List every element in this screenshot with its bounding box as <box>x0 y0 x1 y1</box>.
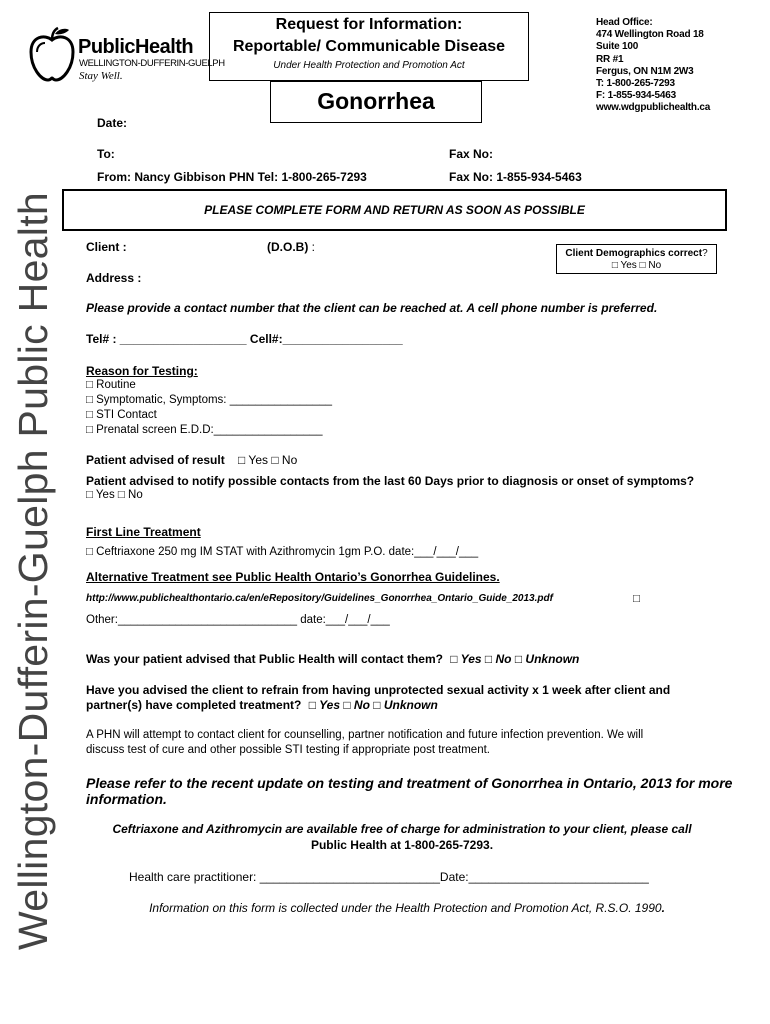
office-line: Suite 100 <box>596 41 639 53</box>
refrain-row <box>86 698 438 712</box>
banner-text: PLEASE COMPLETE FORM AND RETURN AS SOON AS POSSIBLE <box>204 203 585 217</box>
guideline-checkbox[interactable]: □ <box>633 593 640 605</box>
guideline-url-link[interactable]: http://www.publichealthontario.ca/en/eRepository/Guidelines_Gonorrhea_Ontario_Guide_2013.pdf <box>86 593 553 604</box>
client-label[interactable]: Client : <box>86 240 127 254</box>
free-note-line1: Ceftriaxone and Azithromycin are available free of charge for administration to your client, please call <box>112 822 692 836</box>
refrain-label: partner(s) have completed treatment? <box>86 698 302 712</box>
ph-contact-row <box>86 652 579 666</box>
refer-line2: information. <box>86 791 167 807</box>
reason-option-sti-contact[interactable]: □ STI Contact <box>86 409 157 421</box>
refer-line1: Please refer to the recent update on testing and treatment of Gonorrhea in Ontario, 2013 for more <box>86 775 733 791</box>
demographics-title: Client Demographics correct? <box>565 248 708 259</box>
date-label[interactable]: Date: <box>97 116 128 130</box>
address-label[interactable]: Address : <box>86 271 142 285</box>
logo-subname: WELLINGTON-DUFFERIN-GUELPH <box>79 58 225 69</box>
ph-contact-checkboxes[interactable]: □ Yes □ No □ Unknown <box>450 652 580 666</box>
contact-instruction: Please provide a contact number that the client can be reached at. A cell phone number is preferred. <box>86 301 658 315</box>
refrain-checkboxes[interactable]: □ Yes □ No □ Unknown <box>308 698 438 712</box>
form-subtitle: Under Health Protection and Promotion Act <box>273 60 465 71</box>
from-line: From: Nancy Gibbison PHN Tel: 1-800-265-7293 <box>97 170 367 184</box>
office-line: Fergus, ON N1M 2W3 <box>596 65 694 77</box>
office-phone: T: 1-800-265-7293 <box>596 78 675 90</box>
to-label[interactable]: To: <box>97 147 115 161</box>
other-treatment-field[interactable]: Other:____________________________ date:___/___/___ <box>86 614 390 626</box>
logo-tagline: Stay Well. <box>79 70 123 82</box>
notify-contacts-label: Patient advised to notify possible contacts from the last 60 Days prior to diagnosis or onset of symptoms? <box>86 474 695 488</box>
result-advised-checkboxes[interactable]: □ Yes □ No <box>238 453 298 467</box>
refrain-line1: Have you advised the client to refrain from having unprotected sexual activity x 1 week after client and <box>86 683 671 697</box>
dob-colon: : <box>311 240 316 254</box>
practitioner-signature-field[interactable]: Health care practitioner: ___________________________Date:___________________________ <box>129 870 649 884</box>
from-fax-line: Fax No: 1-855-934-5463 <box>449 170 582 184</box>
tel-cell-field[interactable]: Tel# : ___________________ Cell#:__________________ <box>86 332 403 346</box>
free-note-line2: Public Health at 1-800-265-7293. <box>310 838 494 852</box>
head-office-address <box>596 17 710 115</box>
reason-heading: Reason for Testing: <box>86 364 198 378</box>
ph-contact-label: Was your patient advised that Public Health will contact them? <box>86 652 443 666</box>
footer-note: Information on this form is collected under the Health Protection and Promotion Act, R.S.O. 1990. <box>149 901 665 915</box>
phn-note-line2: discuss test of cure and other possible STI testing if appropriate post treatment. <box>86 744 490 756</box>
office-line: 474 Wellington Road 18 <box>596 29 704 41</box>
disease-name: Gonorrhea <box>317 88 435 114</box>
reason-option-symptomatic[interactable]: □ Symptomatic, Symptoms: ________________ <box>86 394 333 406</box>
office-website: www.wdgpublichealth.ca <box>596 102 711 114</box>
first-line-option[interactable]: □ Ceftriaxone 250 mg IM STAT with Azithromycin 1gm P.O. date:___/___/___ <box>86 546 479 558</box>
first-line-heading: First Line Treatment <box>86 525 201 539</box>
demographics-checkboxes[interactable]: □ Yes □ No <box>611 260 662 271</box>
dob-field[interactable] <box>267 240 315 254</box>
phn-note-line1: A PHN will attempt to contact client for counselling, partner notification and future infection prevention. We will <box>86 729 644 741</box>
dob-label: (D.O.B) <box>267 240 309 254</box>
side-organization-text: Wellington-Dufferin-Guelph Public Health <box>10 192 56 950</box>
reason-option-routine[interactable]: □ Routine <box>86 379 136 391</box>
office-fax: F: 1-855-934-5463 <box>596 90 676 102</box>
form-title-line2: Reportable/ Communicable Disease <box>232 38 506 55</box>
notify-contacts-checkboxes[interactable]: □ Yes □ No <box>86 489 143 501</box>
result-advised-label: Patient advised of result <box>86 453 225 467</box>
office-line: RR #1 <box>596 53 624 65</box>
form-title-line1: Request for Information: <box>275 16 463 33</box>
logo-name: PublicHealth <box>78 36 194 58</box>
alternative-heading: Alternative Treatment see Public Health Ontario’s Gonorrhea Guidelines. <box>86 570 500 584</box>
fax-no-label[interactable]: Fax No: <box>449 147 494 161</box>
result-advised-row <box>86 453 297 467</box>
apple-logo-icon <box>27 26 77 84</box>
reason-option-prenatal[interactable]: □ Prenatal screen E.D.D:_________________ <box>86 424 323 436</box>
head-office-heading: Head Office: <box>596 17 653 28</box>
